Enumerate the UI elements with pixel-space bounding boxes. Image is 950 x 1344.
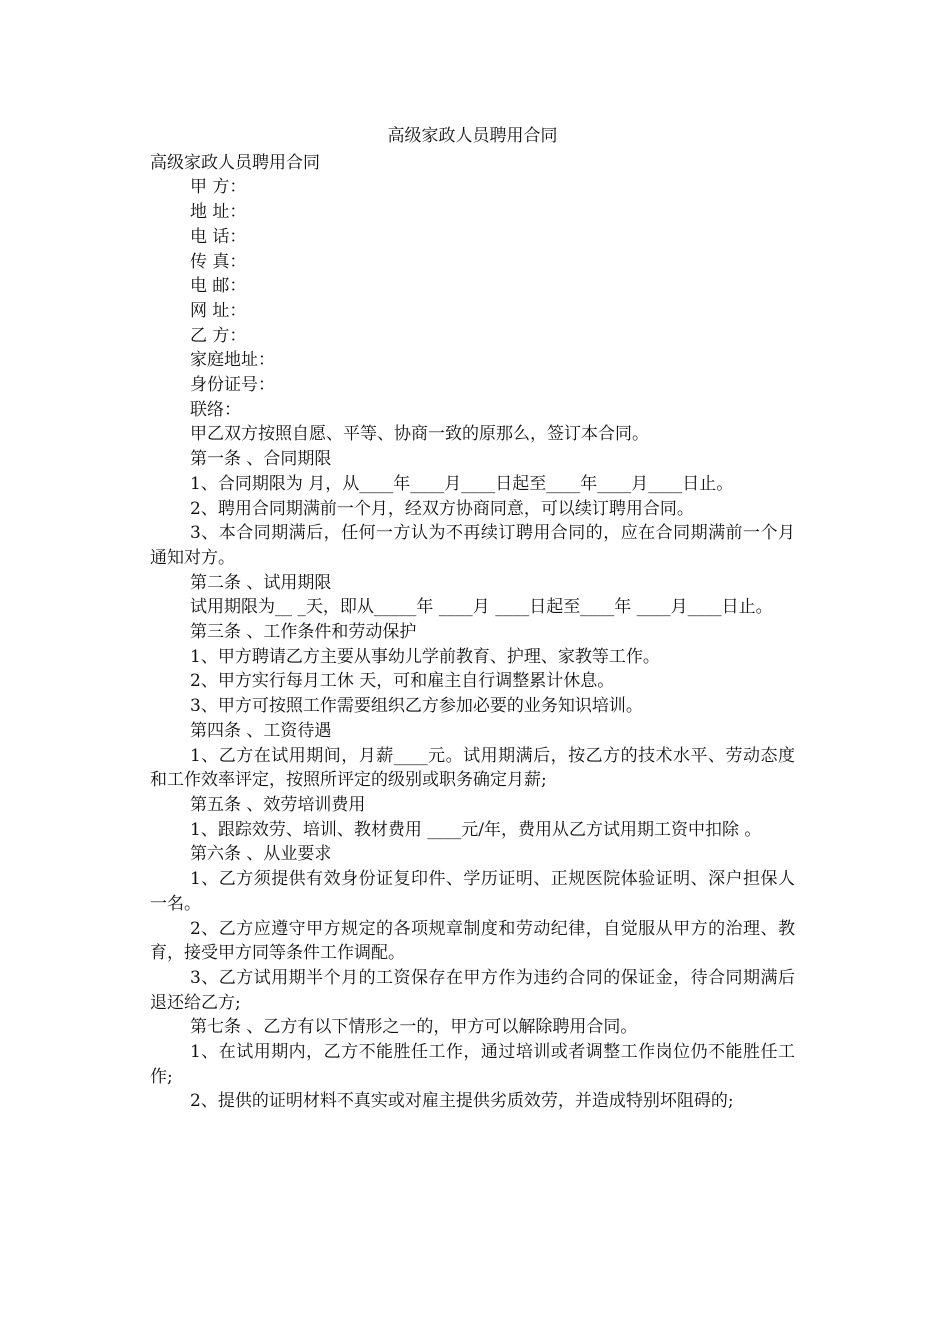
article-clause: 2、聘用合同期满前一个月，经双方协商同意，可以续订聘用合同。 xyxy=(190,498,694,519)
article-heading: 第六条 、从业要求 xyxy=(190,844,332,865)
party-a-email: 电 邮： xyxy=(190,276,247,297)
party-b-home-address: 家庭地址： xyxy=(190,350,275,371)
article-clause: 3、甲方可按照工作需要组织乙方参加必要的业务知识培训。 xyxy=(190,696,643,717)
article-clause: 2、乙方应遵守甲方规定的各项规章制度和劳动纪律，自觉服从甲方的治理、教育，接受甲方同等条件工作调配。 xyxy=(150,918,795,964)
article-clause: 1、乙方须提供有效身份证复印件、学历证明、正规医院体验证明、深户担保人一名。 xyxy=(150,869,795,914)
article-clause: 1、合同期限为 月，从____年____月____日起至____年____月____日止。 xyxy=(190,473,734,494)
article-heading: 第五条 、效劳培训费用 xyxy=(190,794,366,815)
preamble: 甲乙双方按照自愿、平等、协商一致的原那么，签订本合同。 xyxy=(190,424,649,445)
party-b-contact: 联络： xyxy=(190,399,241,420)
party-a-fax: 传 真： xyxy=(190,251,247,272)
article-heading: 第七条 、乙方有以下情形之一的，甲方可以解除聘用合同。 xyxy=(190,1017,638,1038)
party-a-address: 地 址： xyxy=(190,202,247,223)
article-clause: 3、本合同期满后，任何一方认为不再续订聘用合同的，应在合同期满前一个月通知对方。 xyxy=(150,523,795,568)
article-clause: 1、跟踪效劳、培训、教材费用 ____元/年，费用从乙方试用期工资中扣除 。 xyxy=(190,819,762,840)
article-clause: 1、乙方在试用期间，月薪____元。试用期满后，按乙方的技术水平、劳动态度和工作效率评定，按照所评定的级别或职务确定月薪; xyxy=(150,745,795,791)
article-heading: 第三条 、工作条件和劳动保护 xyxy=(190,622,417,643)
article-clause: 试用期限为__ _天，即从_____年 ____月 ____日起至____年 ____月____日止。 xyxy=(190,597,773,618)
document-subtitle: 高级家政人员聘用合同 xyxy=(150,152,320,173)
party-a-phone: 电 话： xyxy=(190,226,247,247)
party-b-id-number: 身份证号： xyxy=(190,375,275,396)
article-heading: 第四条 、工资待遇 xyxy=(190,720,332,741)
party-a-website: 网 址： xyxy=(190,300,247,321)
article-heading: 第一条 、合同期限 xyxy=(190,449,332,470)
article-heading: 第二条 、试用期限 xyxy=(190,572,332,593)
document-title: 高级家政人员聘用合同 xyxy=(387,126,558,146)
article-clause: 2、提供的证明材料不真实或对雇主提供劣质效劳，并造成特别坏阻碍的; xyxy=(190,1091,734,1112)
document-page xyxy=(150,124,795,1114)
party-a-label: 甲 方： xyxy=(190,177,247,198)
article-clause: 2、甲方实行每月工休 天，可和雇主自行调整累计休息。 xyxy=(190,671,615,692)
party-b-label: 乙 方： xyxy=(190,325,247,346)
article-clause: 3、乙方试用期半个月的工资保存在甲方作为违约合同的保证金，待合同期满后退还给乙方; xyxy=(150,967,795,1013)
article-clause: 1、在试用期内，乙方不能胜任工作，通过培训或者调整工作岗位仍不能胜任工作; xyxy=(150,1042,795,1087)
article-clause: 1、甲方聘请乙方主要从事幼儿学前教育、护理、家教等工作。 xyxy=(190,646,660,667)
